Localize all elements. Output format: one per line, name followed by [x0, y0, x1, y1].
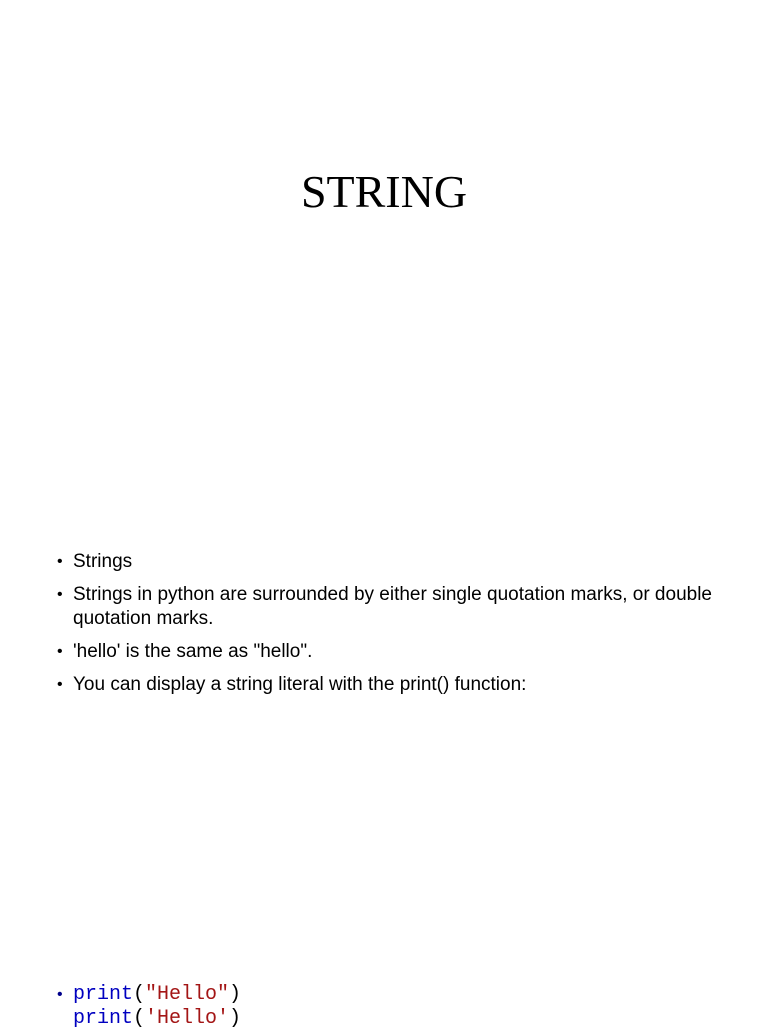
slide-title: STRING: [300, 166, 468, 217]
code-paren-open: (: [133, 983, 146, 1006]
code-function: print: [73, 983, 134, 1006]
bullet-dot-icon: •: [57, 676, 63, 693]
bullet-list: [57, 550, 737, 706]
bullet-text: 'hello' is the same as "hello".: [73, 641, 313, 662]
bullet-item: [57, 673, 737, 697]
bullet-dot-icon: •: [57, 586, 63, 603]
bullet-dot-icon: •: [57, 643, 63, 660]
bullet-dot-icon: •: [57, 553, 63, 570]
bullet-text: You can display a string literal with the print() function:: [73, 674, 527, 695]
code-line: [57, 1007, 241, 1031]
code-paren-close: ): [229, 983, 242, 1006]
code-paren-close: ): [229, 1007, 242, 1030]
code-line: [57, 983, 241, 1007]
bullet-item: [57, 550, 737, 574]
code-paren-open: (: [133, 1007, 146, 1030]
code-string: "Hello": [145, 983, 230, 1006]
bullet-dot-icon: •: [57, 986, 63, 1003]
bullet-text: Strings: [73, 551, 133, 572]
bullet-item: [57, 640, 737, 664]
code-string: 'Hello': [145, 1007, 230, 1030]
code-function: print: [73, 1007, 134, 1030]
bullet-text: Strings in python are surrounded by either single quotation marks, or double quotation marks.: [73, 584, 712, 629]
bullet-item: [57, 583, 737, 631]
